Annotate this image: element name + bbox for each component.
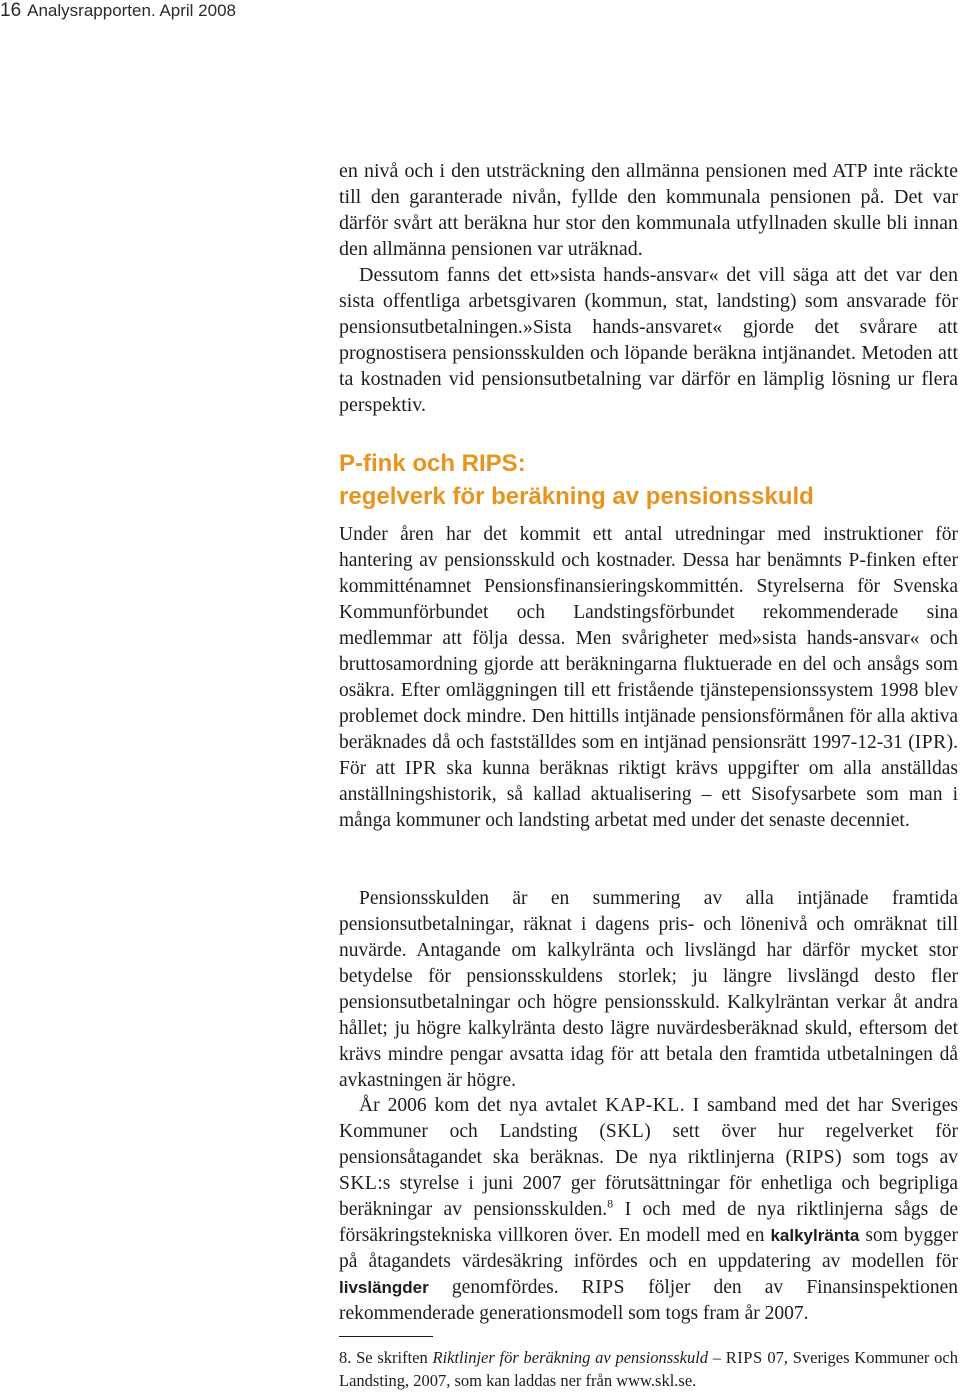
section-heading-line-1: P-fink och RIPS: xyxy=(339,450,526,477)
page-number: 16 xyxy=(0,0,22,21)
footnote-ref: 8 xyxy=(607,1196,614,1211)
body-paragraph-2: Pensionsskulden är en summering av alla intjänade framtida pensionsutbetalningar, räknat i dagens pris- och lönenivå och omräknat till nuvärde. Antagande om kalkylränta och livslängd har därför mycket stor betydelse för pensionsskuldens storlek; ju längre livslängd desto fler pensionsutbetalningar och högre pensionsskuld. Kalkylräntan verkar åt andra hållet; ju högre kalkylränta desto lägre nuvärdesberäknad skuld, eftersom det krävs mindre pengar avsatta idag för att betala den framtida utbetalningen då avkastningen är högre. xyxy=(339,888,958,1091)
kap-kl-abbr: KAP-KL xyxy=(605,1095,680,1116)
section-heading xyxy=(339,447,958,513)
skl-abbr: SKL xyxy=(605,1121,645,1142)
running-header xyxy=(0,0,236,22)
footnote: 8. Se skriften Riktlinjer för beräkning av pensionsskuld – RIPS 07, Sveriges Kommuner och Landsting, 2007, som kan laddas ner från www.skl.se. xyxy=(339,1348,958,1390)
body-paragraph-3: År 2006 kom det nya avtalet KAP-KL. I samband med det har Sveriges Kommuner och Landsting (SKL) sett över hur regelverket för pensionsåtagandet ska beräknas. De nya riktlinjerna (RIPS) som togs av SKL:s styrelse i juni 2007 ger förutsättningar för enhetliga och begripliga beräkningar av pensionsskulden.$^8$ I och med de nya riktlinjerna sågs de försäkringstekniska villkoren över. En modell med en kalkylränta som bygger på åtagandets värdesäkring infördes och en uppdatering av modellen för livslängder genomfördes. RIPS följer den av Finansinspektionen rekommenderade generationsmodell som togs fram år 2007. xyxy=(339,1095,959,1324)
term-kalkylranta: kalkylränta xyxy=(770,1226,860,1245)
ipr-abbr: IPR xyxy=(404,758,437,779)
rips-abbr: RIPS xyxy=(791,1147,836,1168)
running-title: Analysrapporten. April 2008 xyxy=(27,1,236,20)
footnote-divider xyxy=(339,1336,433,1337)
rips-abbr: RIPS xyxy=(581,1277,625,1298)
intro-paragraph-1: en nivå och i den utsträckning den allmänna pensionen med ATP inte räckte till den garanterade nivån, fyllde den kommunala pensionen på. Det var därför svårt att beräkna hur stor den kommunala utfyllnaden skulle bli innan den allmänna pensionen var uträknad. xyxy=(339,160,958,260)
term-livslangder: livslängder xyxy=(339,1278,429,1297)
ipr-abbr: IPR xyxy=(914,732,947,753)
footnote-publication-title: Riktlinjer för beräkning av pensionsskuld xyxy=(432,1348,709,1367)
body-paragraph-1: Under åren har det kommit ett antal utredningar med instruktioner för hantering av pensionsskuld och kostnader. Dessa har benämnts P-finken efter kommitténamnet Pensionsfinansieringskommittén. Styrelserna för Svenska Kommunförbundet och Landstingsförbundet rekommenderade sina medlemmar att följa dessa. Men svårigheter med»sista hands-ansvar« och bruttosamordning gjorde att beräkningarna fluktuerade en del och ansågs som osäkra. Efter omläggningen till ett fristående tjänstepensionssystem 1998 blev problemet dock mindre. Den hittills intjänade pensionsförmånen för alla aktiva beräknades då och fastställdes som en intjänad pensionsrätt 1997-12-31 (IPR). För att IPR ska kunna beräknas riktigt krävs uppgifter om alla anställdas anställningshistorik, så kallad aktualisering – ett Sisofysarbete som man i många kommuner och landsting arbetat med under det senaste decenniet. xyxy=(339,524,958,831)
intro-paragraph-2: Dessutom fanns det ett»sista hands-ansvar« det vill säga att det var den sista offentliga arbetsgivaren (kommun, stat, landsting) som ansvarade för pensionsutbetalningen.»Sista hands-ansvaret« gjorde det svårare att prognostisera pensionsskulden och löpande beräkna intjänandet. Metoden att ta kostnaden vid pensionsutbetalning var därför en lämplig lösning ur flera perspektiv. xyxy=(339,264,958,416)
section-heading-line-2: regelverk för beräkning av pensionsskuld xyxy=(339,483,814,510)
skl-abbr: SKL xyxy=(339,1173,378,1194)
